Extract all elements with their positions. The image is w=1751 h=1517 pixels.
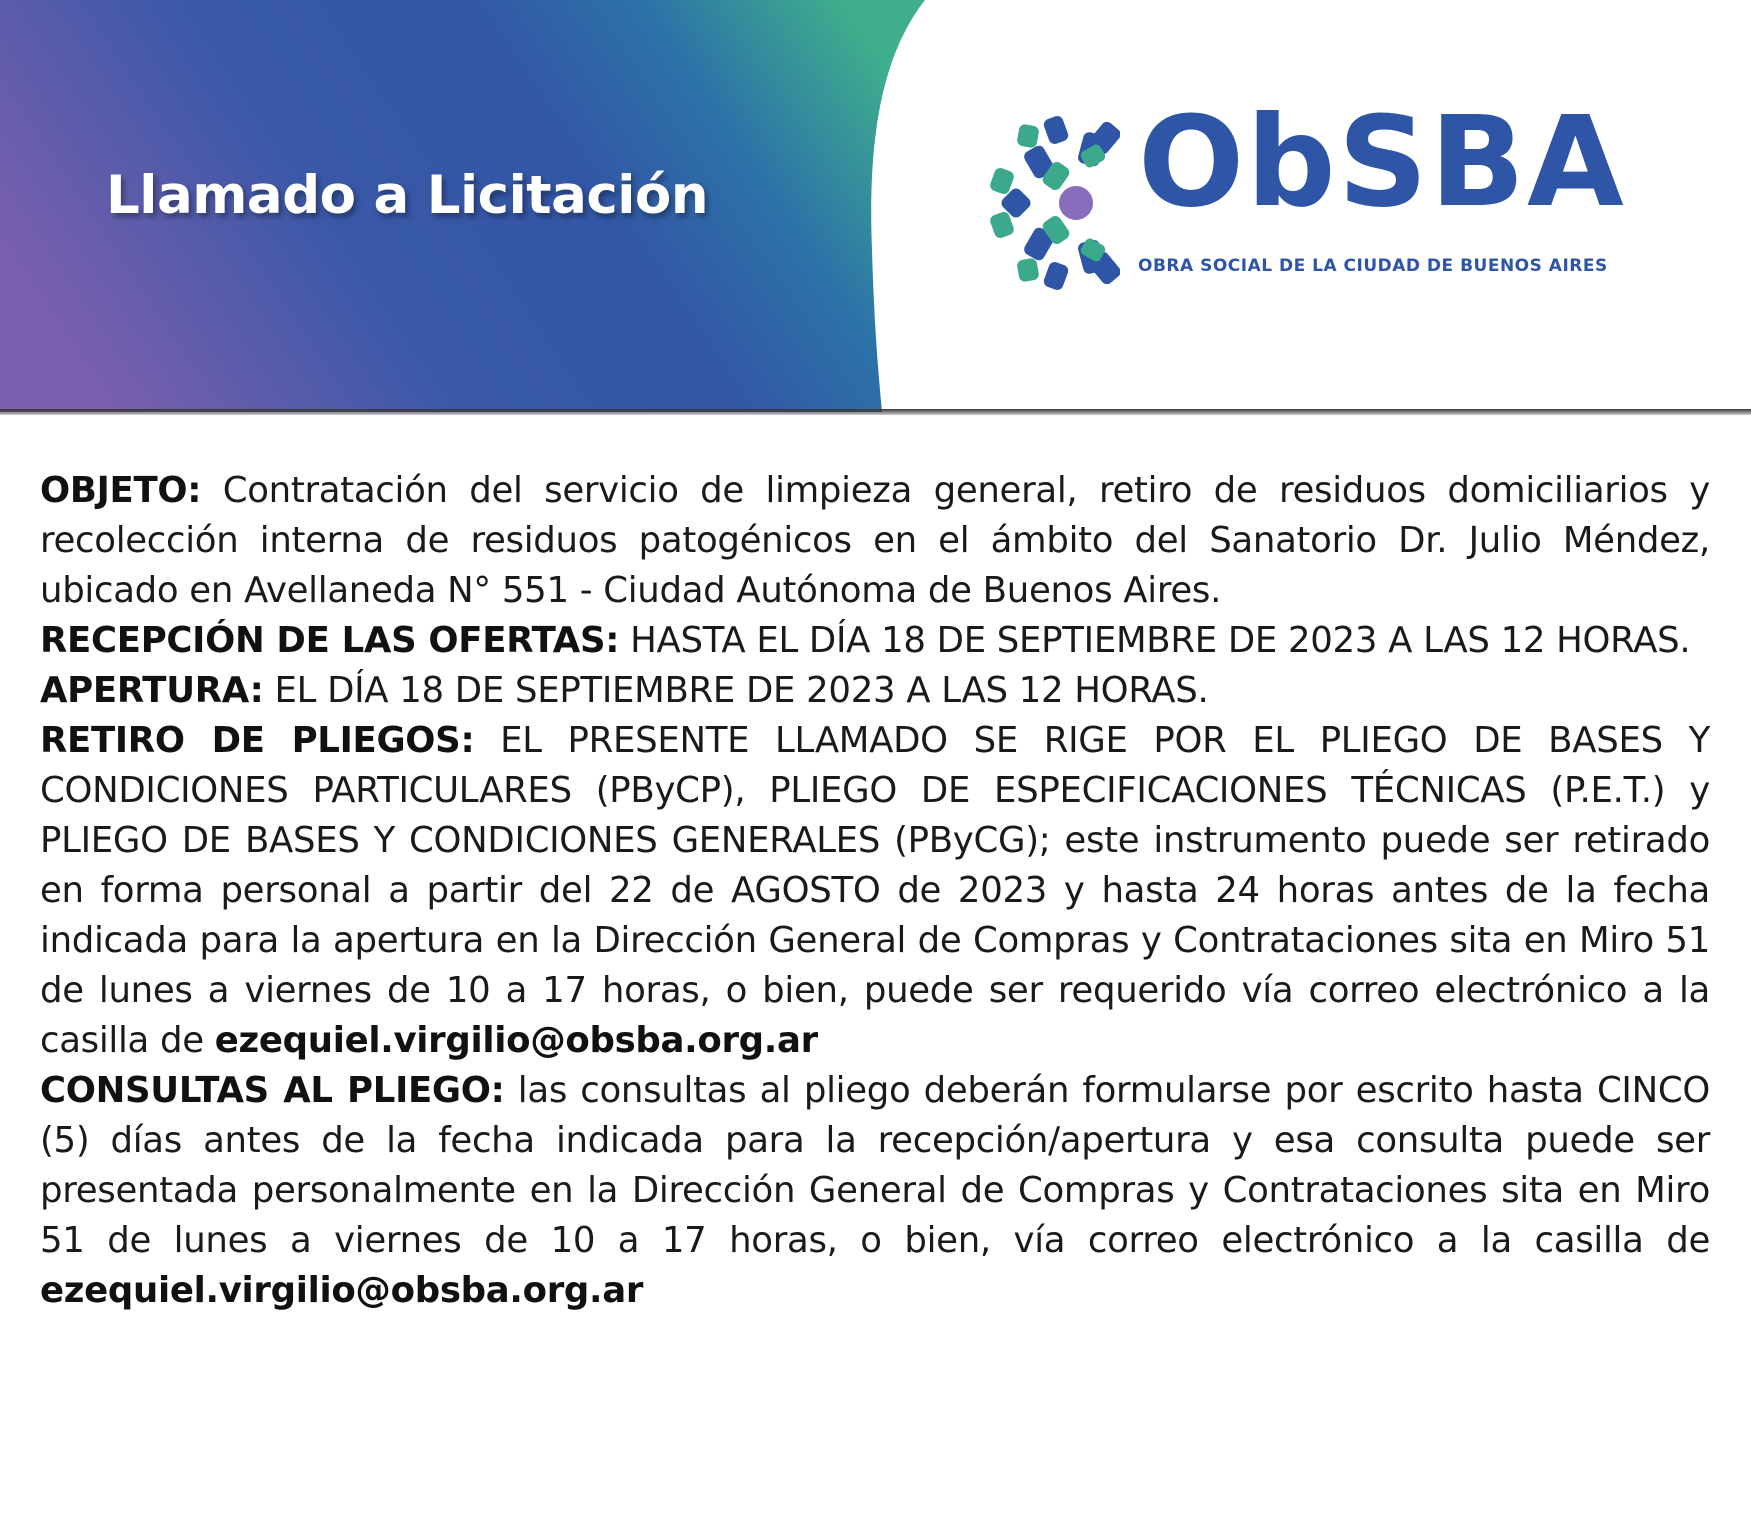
section-label: RETIRO DE PLIEGOS:	[40, 720, 475, 761]
header-divider	[0, 409, 1751, 415]
header-banner	[0, 0, 1751, 412]
section-apertura	[40, 666, 1710, 716]
section-text: EL DÍA 18 DE SEPTIEMBRE DE 2023 A LAS 12 HORAS.	[263, 670, 1209, 711]
tender-notice-body	[40, 466, 1710, 1316]
obsba-logo	[990, 90, 1640, 298]
obsba-flower-logo-icon	[990, 108, 1120, 298]
email-link[interactable]: ezequiel.virgilio@obsba.org.ar	[214, 1020, 818, 1061]
page-title: Llamado a Licitación	[106, 165, 709, 226]
section-label: APERTURA:	[40, 670, 264, 711]
logo-subtitle: OBRA SOCIAL DE LA CIUDAD DE BUENOS AIRES	[1138, 256, 1608, 276]
section-text: Contratación del servicio de limpieza general, retiro de residuos domiciliarios y recolección interna de residuos patogénicos en el ámbito del Sanatorio Dr. Julio Méndez, ubicado en Avellaneda N° 551 - Ciudad Autónoma de Buenos Aires.	[40, 470, 1710, 611]
section-label: CONSULTAS AL PLIEGO:	[40, 1070, 505, 1111]
section-label: RECEPCIÓN DE LAS OFERTAS:	[40, 620, 620, 661]
section-text: HASTA EL DÍA 18 DE SEPTIEMBRE DE 2023 A LAS 12 HORAS.	[619, 620, 1691, 661]
section-retiro-pliegos	[40, 716, 1710, 1066]
section-recepcion	[40, 616, 1710, 666]
email-link[interactable]: ezequiel.virgilio@obsba.org.ar	[40, 1270, 644, 1311]
section-text: las consultas al pliego deberán formularse por escrito hasta CINCO (5) días antes de la fecha indicada para la recepción/apertura y esa consulta puede ser presentada personalmente en la Dirección General de Compras y Contrataciones sita en Miro 51 de lunes a viernes de 10 a 17 horas, o bien, vía correo electrónico a la casilla de	[40, 1070, 1710, 1261]
section-consultas	[40, 1066, 1710, 1316]
section-objeto	[40, 466, 1710, 616]
section-text: EL PRESENTE LLAMADO SE RIGE POR EL PLIEGO DE BASES Y CONDICIONES PARTICULARES (PByCP), PLIEGO DE ESPECIFICACIONES TÉCNICAS (P.E.T.) y PLIEGO DE BASES Y CONDICIONES GENERALES (PByCG); este instrumento puede ser retirado en forma personal a partir del 22 de AGOSTO de 2023 y hasta 24 horas antes de la fecha indicada para la apertura en la Dirección General de Compras y Contrataciones sita en Miro 51 de lunes a viernes de 10 a 17 horas, o bien, puede ser requerido vía correo electrónico a la casilla de	[40, 720, 1710, 1061]
logo-wordmark: ObSBA	[1138, 90, 1626, 235]
section-label: OBJETO:	[40, 470, 202, 511]
